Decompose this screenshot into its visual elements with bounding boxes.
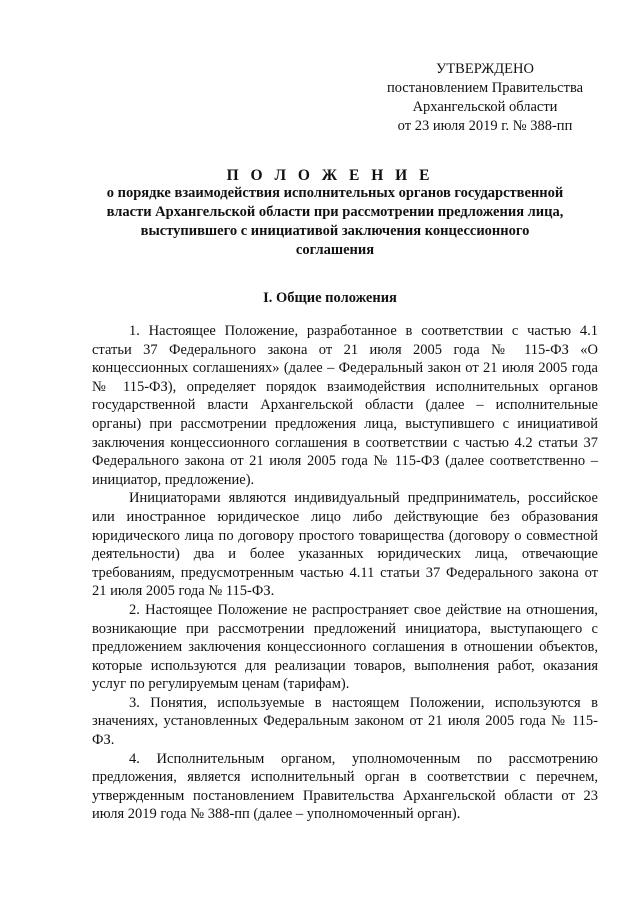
paragraph-2: 2. Настоящее Положение не распространяет свое действие на отношения, возникающие при рассмотрении предложений инициатора, выступающего с предложением заключения концессионного соглашения в отношении объектов, которые используются для реализации товаров, выполнения работ, оказания услуг по регулируемым ценам (тарифам). bbox=[92, 601, 598, 693]
paragraph-4: 4. Исполнительным органом, уполномоченным по рассмотрению предложения, является исполнительный орган в соответствии с перечнем, утвержденным постановлением Правительства Архангельской области от 23 июля 2019 года № 388-пп (далее – уполномоченный орган). bbox=[92, 750, 598, 823]
approval-block bbox=[360, 60, 610, 136]
section-body bbox=[92, 322, 598, 824]
approval-stamp-title: УТВЕРЖДЕНО bbox=[436, 61, 534, 77]
section-heading: I. Общие положения bbox=[263, 290, 397, 306]
paragraph-1: 1. Настоящее Положение, разработанное в соответствии с частью 4.1 статьи 37 Федерального закона от 21 июля 2005 года № 115-ФЗ «О концессионных соглашениях» (далее – Федеральный закон от 21 июля 2005 года № 115-ФЗ), определяет порядок взаимодействия исполнительных органов государственной власти Архангельской области (далее – исполнительные органы) при рассмотрении предложения лица, выступившего с инициативой заключения концессионного соглашения в соответствии с частью 4.2 статьи 37 Федерального закона от 21 июля 2005 года № 115-ФЗ (далее соответственно – инициатор, предложение). bbox=[92, 323, 598, 488]
document-title: П О Л О Ж Е Н И Е bbox=[226, 167, 434, 184]
paragraph-3: 3. Понятия, используемые в настоящем Положении, используются в значениях, установленных Федеральным законом от 21 июля 2005 года № 115-ФЗ. bbox=[92, 694, 598, 749]
approval-line-region: Архангельской области bbox=[412, 99, 558, 115]
approval-line-decree: постановлением Правительства bbox=[386, 80, 584, 96]
document-subtitle: о порядке взаимодействия исполнительных органов государственной власти Архангельской области при рассмотрении предложения лица, выступившего с инициативой заключения концессионного соглашения bbox=[106, 185, 564, 258]
paragraph-initiators: Инициаторами являются индивидуальный предприниматель, российское или иностранное юридическое лицо либо действующие без образования юридического лица по договору простого товарищества (договору о совместной деятельности) два и более указанных юридических лица, отвечающие требованиям, предусмотренным частью 4.11 статьи 37 Федерального закона от 21 июля 2005 года № 115-ФЗ. bbox=[92, 490, 598, 600]
approval-line-date: от 23 июля 2019 г. № 388-пп bbox=[397, 118, 573, 134]
